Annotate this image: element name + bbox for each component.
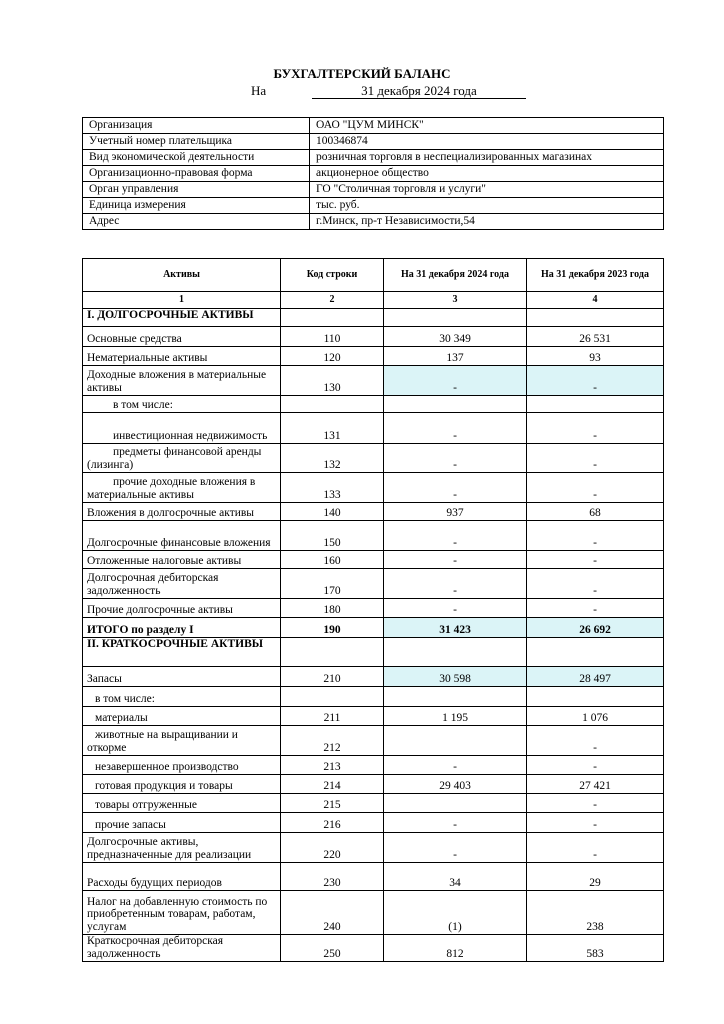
row-label: незавершенное производство bbox=[83, 756, 281, 775]
value-2023: - bbox=[527, 413, 664, 444]
info-row bbox=[83, 214, 664, 230]
row-label: Запасы bbox=[83, 667, 281, 687]
table-row bbox=[83, 863, 664, 891]
row-label: товары отгруженные bbox=[83, 794, 281, 813]
table-row bbox=[83, 935, 664, 962]
row-code: 215 bbox=[281, 794, 384, 813]
value-2023: 583 bbox=[527, 935, 664, 962]
table-row bbox=[83, 618, 664, 638]
row-label: Расходы будущих периодов bbox=[83, 863, 281, 891]
info-label: Организационно-правовая форма bbox=[83, 166, 310, 182]
row-code bbox=[281, 309, 384, 327]
row-label: готовая продукция и товары bbox=[83, 775, 281, 794]
col-number-3: 3 bbox=[384, 292, 527, 309]
value-2024: - bbox=[384, 444, 527, 473]
row-label: Долгосрочные финансовые вложения bbox=[83, 521, 281, 551]
value-2023: - bbox=[527, 444, 664, 473]
table-row bbox=[83, 707, 664, 726]
row-code: 211 bbox=[281, 707, 384, 726]
row-label: II. КРАТКОСРОЧНЫЕ АКТИВЫ bbox=[83, 638, 281, 667]
value-2023: 238 bbox=[527, 891, 664, 935]
value-2023 bbox=[527, 638, 664, 667]
value-2024: - bbox=[384, 813, 527, 833]
table-row bbox=[83, 775, 664, 794]
value-2023: 1 076 bbox=[527, 707, 664, 726]
row-label: Отложенные налоговые активы bbox=[83, 551, 281, 569]
row-code: 110 bbox=[281, 327, 384, 347]
info-value: ОАО "ЦУМ МИНСК" bbox=[310, 118, 664, 134]
value-2023: - bbox=[527, 521, 664, 551]
value-2024: 1 195 bbox=[384, 707, 527, 726]
value-2024: 31 423 bbox=[384, 618, 527, 638]
value-2023: - bbox=[527, 756, 664, 775]
value-2024 bbox=[384, 794, 527, 813]
info-row bbox=[83, 134, 664, 150]
value-2024: 812 bbox=[384, 935, 527, 962]
info-row bbox=[83, 198, 664, 214]
value-2023: - bbox=[527, 794, 664, 813]
value-2024: 29 403 bbox=[384, 775, 527, 794]
table-row bbox=[83, 667, 664, 687]
info-row bbox=[83, 182, 664, 198]
info-row bbox=[83, 166, 664, 182]
value-2024: - bbox=[384, 569, 527, 599]
row-code: 240 bbox=[281, 891, 384, 935]
value-2023: 27 421 bbox=[527, 775, 664, 794]
table-row bbox=[83, 366, 664, 396]
value-2024: - bbox=[384, 366, 527, 396]
value-2024 bbox=[384, 726, 527, 756]
row-label: прочие доходные вложения в материальные активы bbox=[83, 473, 281, 503]
value-2024: - bbox=[384, 599, 527, 618]
row-label: Долгосрочные активы, предназначенные для реализации bbox=[83, 833, 281, 863]
table-row bbox=[83, 503, 664, 521]
table-row bbox=[83, 309, 664, 327]
table-row bbox=[83, 569, 664, 599]
row-code: 250 bbox=[281, 935, 384, 962]
row-label: Доходные вложения в материальные активы bbox=[83, 366, 281, 396]
report-date: 31 декабря 2024 года bbox=[312, 83, 526, 99]
table-row bbox=[83, 687, 664, 707]
value-2023: 26 531 bbox=[527, 327, 664, 347]
info-label: Вид экономической деятельности bbox=[83, 150, 310, 166]
value-2023: - bbox=[527, 569, 664, 599]
value-2024 bbox=[384, 396, 527, 413]
header-2023: На 31 декабря 2023 года bbox=[527, 259, 664, 292]
value-2024: 30 598 bbox=[384, 667, 527, 687]
row-code bbox=[281, 396, 384, 413]
row-label: в том числе: bbox=[83, 687, 281, 707]
table-row bbox=[83, 726, 664, 756]
row-label: Нематериальные активы bbox=[83, 347, 281, 366]
value-2023: - bbox=[527, 813, 664, 833]
row-code: 212 bbox=[281, 726, 384, 756]
info-row bbox=[83, 150, 664, 166]
header-2024: На 31 декабря 2024 года bbox=[384, 259, 527, 292]
header-code: Код строки bbox=[281, 259, 384, 292]
value-2023: 28 497 bbox=[527, 667, 664, 687]
value-2024: (1) bbox=[384, 891, 527, 935]
value-2024: - bbox=[384, 551, 527, 569]
info-value: акционерное общество bbox=[310, 166, 664, 182]
table-row bbox=[83, 347, 664, 366]
row-code: 132 bbox=[281, 444, 384, 473]
row-code: 140 bbox=[281, 503, 384, 521]
table-row bbox=[83, 551, 664, 569]
info-row bbox=[83, 118, 664, 134]
value-2023: 68 bbox=[527, 503, 664, 521]
document-title: БУХГАЛТЕРСКИЙ БАЛАНС bbox=[273, 66, 451, 81]
organization-info-table bbox=[82, 117, 664, 230]
table-row bbox=[83, 756, 664, 775]
table-row bbox=[83, 638, 664, 667]
info-label: Единица измерения bbox=[83, 198, 310, 214]
row-label: Вложения в долгосрочные активы bbox=[83, 503, 281, 521]
row-code: 120 bbox=[281, 347, 384, 366]
value-2024 bbox=[384, 638, 527, 667]
table-row bbox=[83, 813, 664, 833]
value-2023: - bbox=[527, 551, 664, 569]
value-2023 bbox=[527, 309, 664, 327]
row-code: 230 bbox=[281, 863, 384, 891]
date-prefix-label: На bbox=[251, 83, 267, 98]
row-code: 216 bbox=[281, 813, 384, 833]
value-2023: - bbox=[527, 473, 664, 503]
info-value: розничная торговля в неспециализированных магазинах bbox=[310, 150, 664, 166]
value-2023: 29 bbox=[527, 863, 664, 891]
row-label: в том числе: bbox=[83, 396, 281, 413]
table-row bbox=[83, 473, 664, 503]
row-code: 180 bbox=[281, 599, 384, 618]
table-row bbox=[83, 599, 664, 618]
row-code: 214 bbox=[281, 775, 384, 794]
row-label: прочие запасы bbox=[83, 813, 281, 833]
value-2024: 137 bbox=[384, 347, 527, 366]
value-2023: 93 bbox=[527, 347, 664, 366]
info-label: Организация bbox=[83, 118, 310, 134]
info-label: Учетный номер плательщика bbox=[83, 134, 310, 150]
table-row bbox=[83, 413, 664, 444]
row-code: 213 bbox=[281, 756, 384, 775]
value-2024: - bbox=[384, 413, 527, 444]
value-2024: - bbox=[384, 473, 527, 503]
column-number-row bbox=[83, 292, 664, 309]
row-code: 130 bbox=[281, 366, 384, 396]
value-2023: - bbox=[527, 366, 664, 396]
value-2024 bbox=[384, 687, 527, 707]
row-label: I. ДОЛГОСРОЧНЫЕ АКТИВЫ bbox=[83, 309, 281, 327]
row-label: Краткосрочная дебиторская задолженность bbox=[83, 935, 281, 962]
value-2023: 26 692 bbox=[527, 618, 664, 638]
row-code: 190 bbox=[281, 618, 384, 638]
table-header-row bbox=[83, 259, 664, 292]
row-label: инвестиционная недвижимость bbox=[83, 413, 281, 444]
header-assets: Активы bbox=[83, 259, 281, 292]
table-row bbox=[83, 396, 664, 413]
balance-assets-table bbox=[82, 258, 664, 962]
table-row bbox=[83, 327, 664, 347]
col-number-4: 4 bbox=[527, 292, 664, 309]
row-label: Прочие долгосрочные активы bbox=[83, 599, 281, 618]
row-label: Налог на добавленную стоимость по приобретенным товарам, работам, услугам bbox=[83, 891, 281, 935]
info-label: Адрес bbox=[83, 214, 310, 230]
value-2023: - bbox=[527, 599, 664, 618]
row-label: предметы финансовой аренды (лизинга) bbox=[83, 444, 281, 473]
value-2023: - bbox=[527, 833, 664, 863]
info-value: тыс. руб. bbox=[310, 198, 664, 214]
row-label: ИТОГО по разделу I bbox=[83, 618, 281, 638]
row-code: 133 bbox=[281, 473, 384, 503]
row-code: 160 bbox=[281, 551, 384, 569]
info-value: ГО "Столичная торговля и услуги" bbox=[310, 182, 664, 198]
row-label: Основные средства bbox=[83, 327, 281, 347]
value-2024: - bbox=[384, 521, 527, 551]
row-code: 150 bbox=[281, 521, 384, 551]
row-code: 170 bbox=[281, 569, 384, 599]
info-value: г.Минск, пр-т Независимости,54 bbox=[310, 214, 664, 230]
row-code bbox=[281, 687, 384, 707]
value-2023 bbox=[527, 687, 664, 707]
table-row bbox=[83, 891, 664, 935]
value-2024: 937 bbox=[384, 503, 527, 521]
row-label: животные на выращивании и откорме bbox=[83, 726, 281, 756]
info-value: 100346874 bbox=[310, 134, 664, 150]
table-row bbox=[83, 833, 664, 863]
table-row bbox=[83, 444, 664, 473]
info-label: Орган управления bbox=[83, 182, 310, 198]
value-2024: 34 bbox=[384, 863, 527, 891]
row-code: 131 bbox=[281, 413, 384, 444]
row-label: материалы bbox=[83, 707, 281, 726]
col-number-2: 2 bbox=[281, 292, 384, 309]
value-2023: - bbox=[527, 726, 664, 756]
value-2023 bbox=[527, 396, 664, 413]
row-code: 210 bbox=[281, 667, 384, 687]
table-row bbox=[83, 794, 664, 813]
value-2024: - bbox=[384, 833, 527, 863]
value-2024 bbox=[384, 309, 527, 327]
row-code: 220 bbox=[281, 833, 384, 863]
value-2024: 30 349 bbox=[384, 327, 527, 347]
table-row bbox=[83, 521, 664, 551]
row-label: Долгосрочная дебиторская задолженность bbox=[83, 569, 281, 599]
col-number-1: 1 bbox=[83, 292, 281, 309]
value-2024: - bbox=[384, 756, 527, 775]
row-code bbox=[281, 638, 384, 667]
